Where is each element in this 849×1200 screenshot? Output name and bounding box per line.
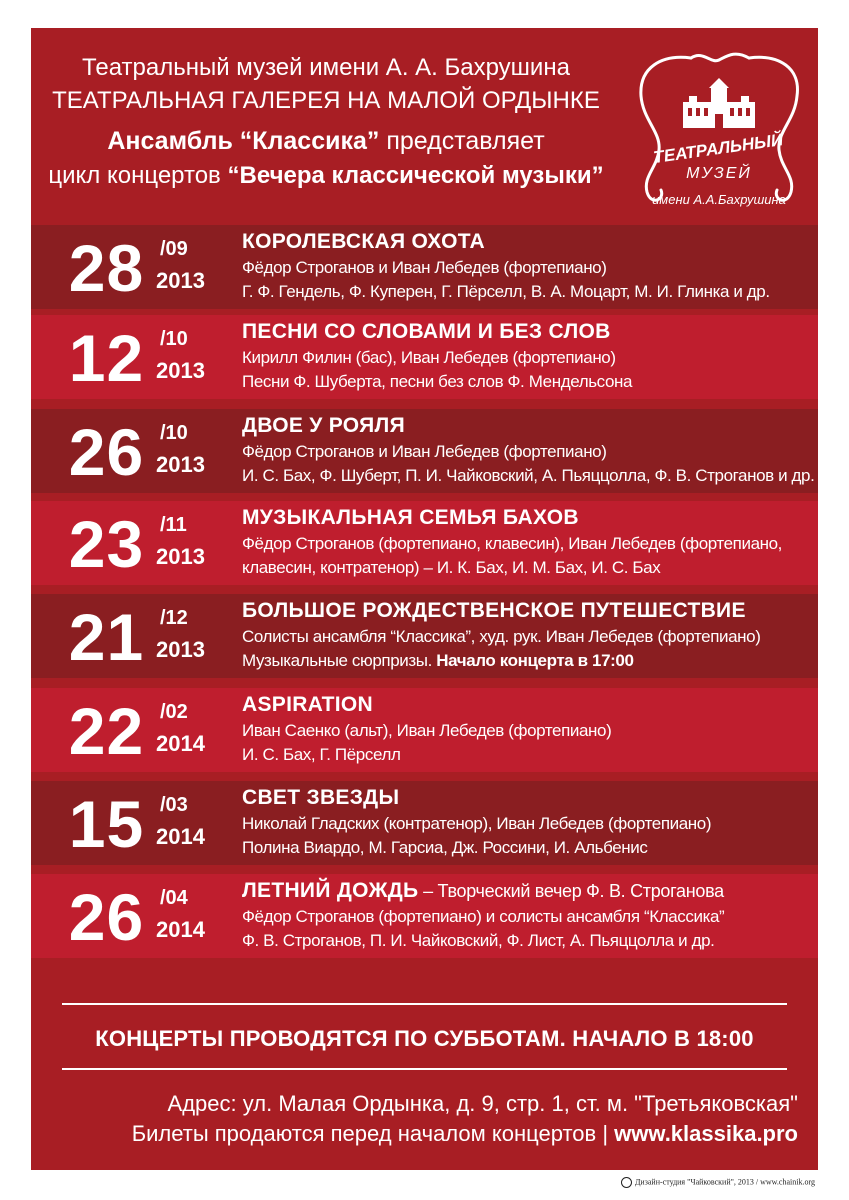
tickets-line xyxy=(53,1123,798,1145)
concert-performers: Фёдор Строганов (фортепиано, клавесин), Иван Лебедев (фортепиано, xyxy=(242,534,783,553)
concert-subtitle: – Творческий вечер Ф. В. Строганова xyxy=(418,881,724,901)
gallery-name: ТЕАТРАЛЬНАЯ ГАЛЕРЕЯ НА МАЛОЙ ОРДЫНКЕ xyxy=(52,87,600,114)
logo-word1: ТЕАТРАЛЬНЫЙ xyxy=(652,130,785,168)
concert-month: /02 xyxy=(160,701,188,723)
concert-title xyxy=(242,507,579,528)
ensemble-presents xyxy=(31,129,621,154)
concert-row xyxy=(31,781,818,865)
concert-year: 2013 xyxy=(156,268,205,293)
concert-day: 28 xyxy=(68,231,145,305)
concert-day: 15 xyxy=(68,787,145,861)
concert-program-text: Ф. В. Строганов, П. И. Чайковский, Ф. Лист, А. Пьяццолла и др. xyxy=(242,931,715,950)
concert-program-text: клавесин, контратенор) – И. К. Бах, И. М. Бах, И. С. Бах xyxy=(242,558,661,577)
concert-title xyxy=(242,787,399,808)
concert-row xyxy=(31,874,818,958)
logo-swirl-top xyxy=(691,54,749,61)
concert-month: /10 xyxy=(160,422,188,444)
concert-title xyxy=(242,694,373,715)
concert-day: 12 xyxy=(68,321,145,395)
concert-program xyxy=(242,373,632,390)
cycle-text: цикл концертов xyxy=(48,162,228,189)
concert-performers: Фёдор Строганов и Иван Лебедев (фортепиано) xyxy=(242,442,607,461)
concert-title xyxy=(242,231,485,252)
concert-program-text: Музыкальные сюрпризы. xyxy=(242,651,437,670)
schedule-notice: КОНЦЕРТЫ ПРОВОДЯТСЯ ПО СУББОТАМ. НАЧАЛО В 18:00 xyxy=(95,1026,754,1051)
concert-program xyxy=(242,839,648,856)
concert-row xyxy=(31,501,818,585)
concert-day: 21 xyxy=(68,600,145,674)
concert-title-text: ПЕСНИ СО СЛОВАМИ И БЕЗ СЛОВ xyxy=(242,320,611,343)
concert-program xyxy=(242,932,714,949)
concert-title xyxy=(242,880,724,901)
concert-day: 26 xyxy=(68,880,145,954)
concert-year: 2013 xyxy=(156,637,205,662)
concert-month: /12 xyxy=(160,607,188,629)
website-link[interactable]: www.klassika.pro xyxy=(614,1121,798,1146)
concert-title xyxy=(242,600,746,621)
ensemble-name: Ансамбль “Классика” xyxy=(107,127,380,155)
address: Адрес: ул. Малая Ордынка, д. 9, стр. 1, ст. м. "Третьяковская" xyxy=(167,1091,798,1116)
concert-performers: Солисты ансамбля “Классика”, худ. рук. Иван Лебедев (фортепиано) xyxy=(242,627,761,646)
poster xyxy=(31,28,818,1170)
concert-program xyxy=(242,559,660,576)
logo-swirl-right xyxy=(749,57,797,200)
concert-title-text: ДВОЕ У РОЯЛЯ xyxy=(242,414,405,437)
logo-word3: имени А.А.Бахрушина xyxy=(652,192,786,207)
concert-year: 2014 xyxy=(156,824,205,849)
concert-program-text: Песни Ф. Шуберта, песни без слов Ф. Мендельсона xyxy=(242,372,633,391)
concert-month: /10 xyxy=(160,328,188,350)
concert-row xyxy=(31,688,818,772)
concert-day: 23 xyxy=(68,507,145,581)
concert-title-text: СВЕТ ЗВЕЗДЫ xyxy=(242,786,400,809)
credit-text: Дизайн-студия "Чайковский", 2013 / www.chainik.org xyxy=(634,1177,815,1187)
concert-program xyxy=(242,467,814,484)
concert-year: 2013 xyxy=(156,452,205,477)
concert-performers: Фёдор Строганов (фортепиано) и солисты ансамбля “Классика” xyxy=(242,907,725,926)
concert-year: 2014 xyxy=(156,917,205,942)
concert-program-text: И. С. Бах, Ф. Шуберт, П. И. Чайковский, А. Пьяццолла, Ф. В. Строганов и др. xyxy=(242,466,815,485)
concert-performers: Иван Саенко (альт), Иван Лебедев (фортепиано) xyxy=(242,721,612,740)
concert-day: 26 xyxy=(68,415,145,489)
concert-program-text: И. С. Бах, Г. Пёрселл xyxy=(242,745,401,764)
copyright-icon xyxy=(621,1177,632,1188)
concert-program-bold: Начало концерта в 17:00 xyxy=(436,651,634,670)
divider-top xyxy=(62,1003,787,1005)
logo-word2: МУЗЕЙ xyxy=(686,165,752,182)
museum-logo xyxy=(631,50,807,216)
concert-row xyxy=(31,315,818,399)
concert-title-text: КОРОЛЕВСКАЯ ОХОТА xyxy=(242,230,485,253)
concert-performers: Николай Гладских (контратенор), Иван Лебедев (фортепиано) xyxy=(242,814,712,833)
design-credit xyxy=(600,1177,815,1188)
concert-month: /11 xyxy=(160,514,187,536)
concert-month: /03 xyxy=(160,794,188,816)
concert-month: /09 xyxy=(160,238,188,260)
concert-year: 2013 xyxy=(156,358,205,383)
concert-program xyxy=(242,746,400,763)
concert-title xyxy=(242,321,611,342)
concert-program-text: Полина Виардо, М. Гарсиа, Дж. Россини, И. Альбенис xyxy=(242,838,648,857)
concert-program-text: Г. Ф. Гендель, Ф. Куперен, Г. Пёрселл, В. А. Моцарт, М. И. Глинка и др. xyxy=(242,282,770,301)
concert-cycle xyxy=(31,164,621,188)
concert-program xyxy=(242,283,770,300)
concert-row xyxy=(31,409,818,493)
concert-row xyxy=(31,594,818,678)
concert-performers: Фёдор Строганов и Иван Лебедев (фортепиано) xyxy=(242,258,607,277)
divider-bottom xyxy=(62,1068,787,1070)
presents-text: представляет xyxy=(379,127,545,155)
concert-year: 2014 xyxy=(156,731,205,756)
concert-title xyxy=(242,415,405,436)
concert-title-text: ЛЕТНИЙ ДОЖДЬ xyxy=(242,879,419,902)
concert-year: 2013 xyxy=(156,544,205,569)
tickets-divider: | xyxy=(596,1121,615,1146)
poster-header xyxy=(31,28,818,218)
cycle-name: “Вечера классической музыки” xyxy=(227,162,604,189)
concert-program xyxy=(242,652,634,669)
concert-row xyxy=(31,225,818,309)
concert-title-text: ASPIRATION xyxy=(242,693,373,716)
museum-name: Театральный музей имени А. А. Бахрушина xyxy=(82,54,570,81)
logo-swirl-left xyxy=(641,57,691,200)
tickets-text: Билеты продаются перед началом концертов xyxy=(131,1121,597,1146)
concert-day: 22 xyxy=(68,694,145,768)
concert-performers: Кирилл Филин (бас), Иван Лебедев (фортепиано) xyxy=(242,348,616,367)
concert-title-text: БОЛЬШОЕ РОЖДЕСТВЕНСКОЕ ПУТЕШЕСТВИЕ xyxy=(242,599,746,622)
concert-title-text: МУЗЫКАЛЬНАЯ СЕМЬЯ БАХОВ xyxy=(242,506,579,529)
concert-month: /04 xyxy=(160,887,188,909)
